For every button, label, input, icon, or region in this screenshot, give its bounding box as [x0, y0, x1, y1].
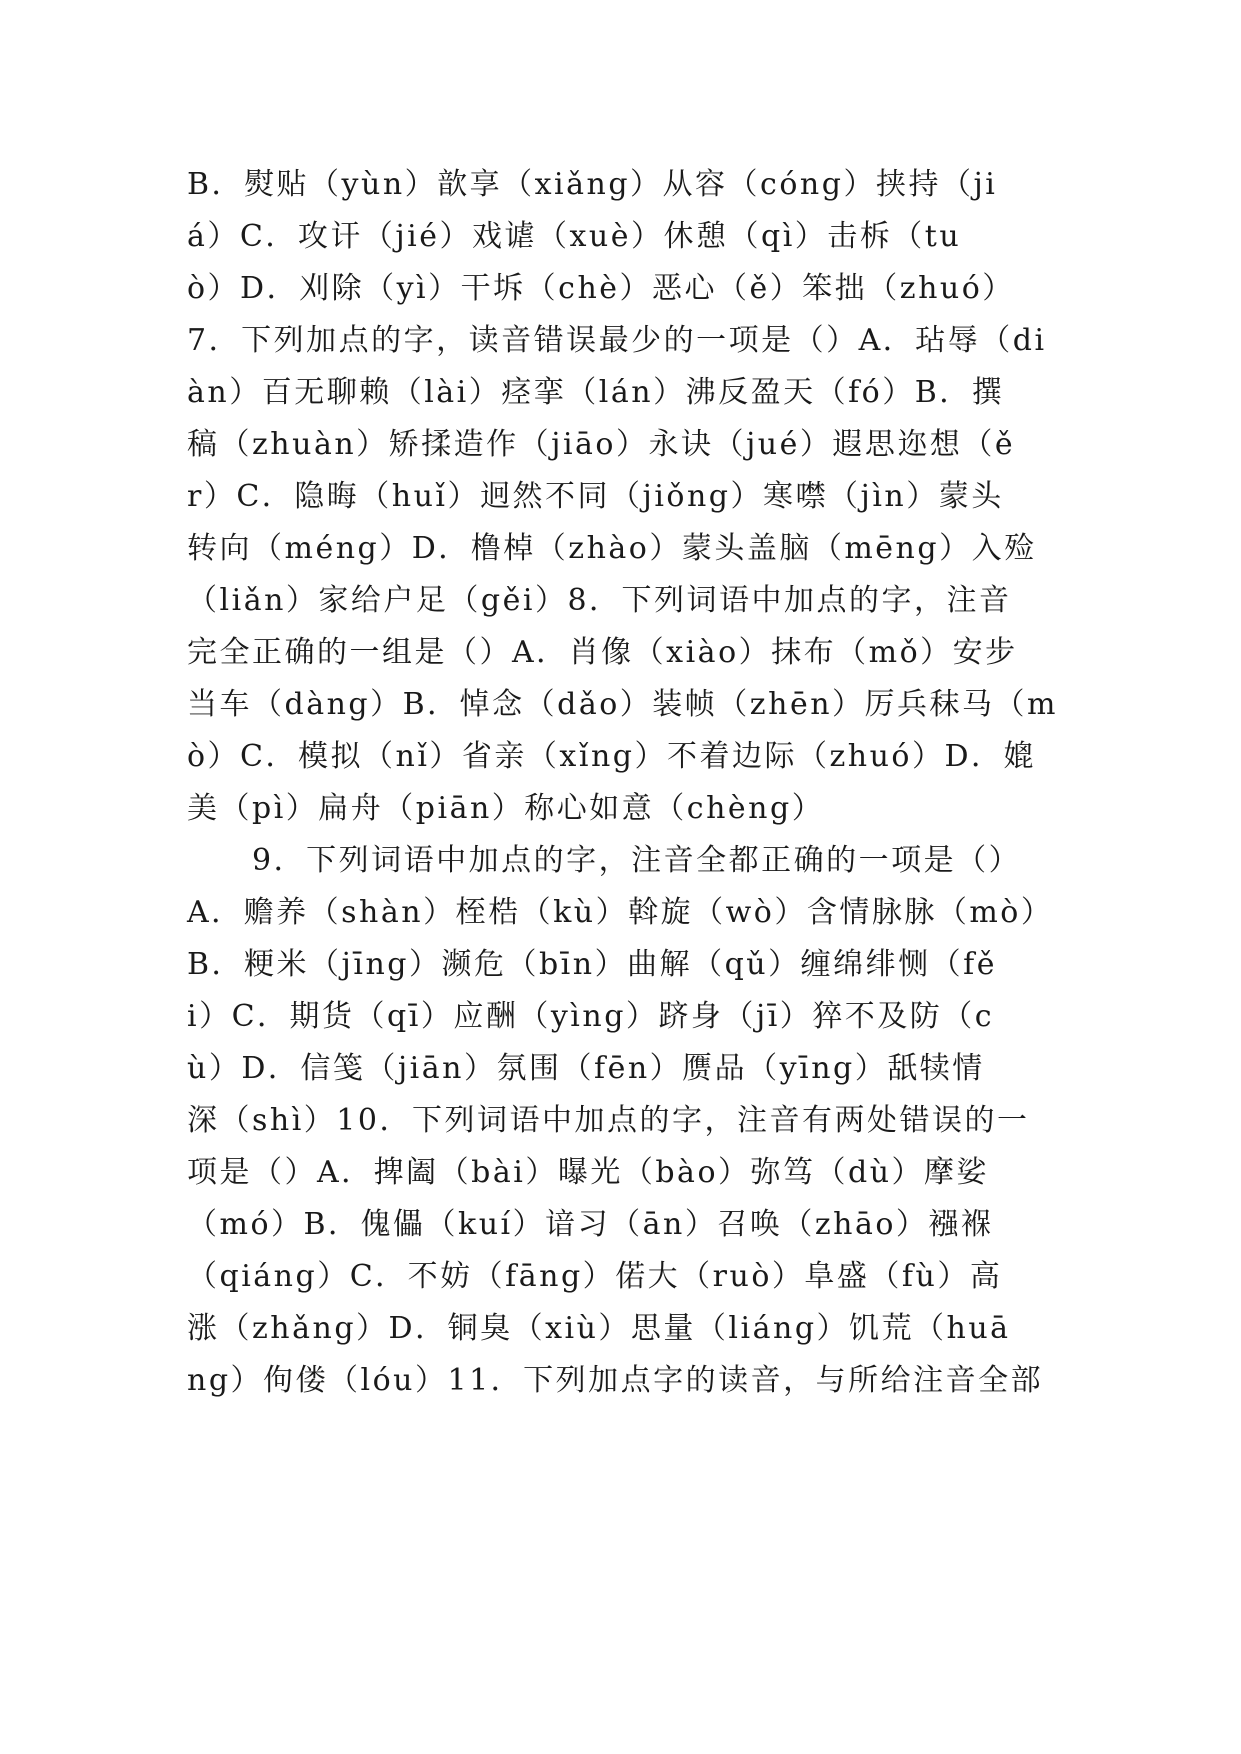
text-line: á）C．攻讦（jié）戏谑（xuè）休憩（qì）击柝（tu	[187, 219, 962, 254]
text-line: 当车（dàng）B．悼念（dǎo）装帧（zhēn）厉兵秣马（m	[187, 687, 1058, 722]
text-line: B．粳米（jīng）濒危（bīn）曲解（qǔ）缠绵绯恻（fě	[187, 947, 997, 982]
text-line: （qiáng）C．不妨（fāng）偌大（ruò）阜盛（fù）高	[187, 1259, 1003, 1294]
text-line: 项是（）A．捭阖（bài）曝光（bào）弥笃（dù）摩娑	[187, 1155, 990, 1190]
text-line: ng）佝偻（lóu）11．下列加点字的读音，与所给注音全部	[187, 1363, 1044, 1398]
text-line: 9．下列词语中加点的字，注音全都正确的一项是（）	[187, 843, 1022, 878]
text-line: ò）D．刈除（yì）干坼（chè）恶心（ě）笨拙（zhuó）	[187, 271, 1015, 306]
text-line: 完全正确的一组是（）A．肖像（xiào）抹布（mǒ）安步	[187, 635, 1018, 670]
text-line: A．赡养（shàn）桎梏（kù）斡旋（wò）含情脉脉（mò）	[187, 895, 1054, 930]
text-line: 美（pì）扁舟（piān）称心如意（chèng）	[187, 791, 825, 826]
text-line: （liǎn）家给户足（gěi）8．下列词语中加点的字，注音	[187, 583, 1012, 618]
text-line: àn）百无聊赖（lài）痉挛（lán）沸反盈天（fó）B．撰	[187, 375, 1005, 410]
text-line: 涨（zhǎng）D．铜臭（xiù）思量（liáng）饥荒（huā	[187, 1311, 1011, 1346]
text-line: r）C．隐晦（huǐ）迥然不同（jiǒng）寒噤（jìn）蒙头	[187, 479, 1004, 514]
text-line: B．熨贴（yùn）歆享（xiǎng）从容（cóng）挟持（ji	[187, 167, 998, 202]
text-line: 深（shì）10．下列词语中加点的字，注音有两处错误的一	[187, 1103, 1030, 1138]
text-line: ò）C．模拟（nǐ）省亲（xǐng）不着边际（zhuó）D．媲	[187, 739, 1037, 774]
text-line: 7．下列加点的字，读音错误最少的一项是（）A．玷辱（di	[187, 323, 1047, 358]
text-line: ù）D．信笺（jiān）氛围（fēn）赝品（yīng）舐犊情	[187, 1051, 985, 1086]
text-line: 稿（zhuàn）矫揉造作（jiāo）永诀（jué）遐思迩想（ě	[187, 427, 1016, 462]
text-line: i）C．期货（qī）应酬（yìng）跻身（jī）猝不及防（c	[187, 999, 995, 1034]
text-line: （mó）B．傀儡（kuí）谙习（ān）召唤（zhāo）襁褓	[187, 1207, 994, 1242]
text-line: 转向（méng）D．橹棹（zhào）蒙头盖脑（mēng）入殓	[187, 531, 1037, 566]
